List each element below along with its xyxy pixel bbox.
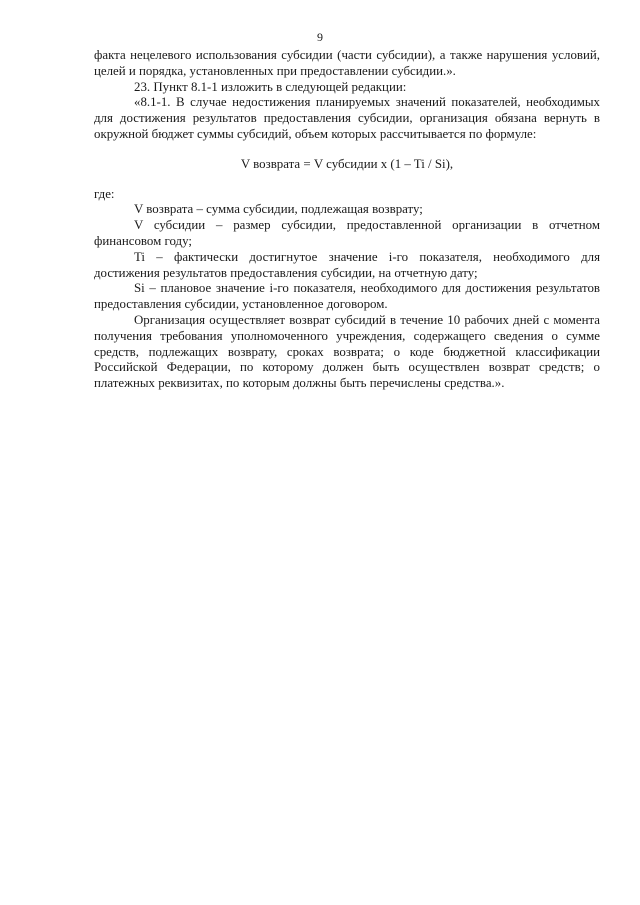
page-number: 9 xyxy=(317,30,323,44)
document-body xyxy=(94,48,600,392)
paragraph-where: где: xyxy=(94,186,115,201)
formula: V возврата = V субсидии x (1 – Ti / Si), xyxy=(240,156,454,171)
definition-v-subsidy: V субсидии – размер субсидии, предоставленной организации в отчетном финансовом году; xyxy=(94,218,600,248)
paragraph-continuation: фaкта нецелевого использования субсидии (части субсидии), а также нарушения условий, целей и порядка, установленных при предоставлении субсидии.». xyxy=(94,48,600,78)
paragraph-clause-8-1-1: «8.1-1. В случае недостижения планируемых значений показателей, необходимых для достижения результатов предоставления субсидии, организация обязана вернуть в окружной бюджет суммы субсидий, объем которых рассчитывается по формуле: xyxy=(94,95,600,141)
paragraph-return-procedure: Организация осуществляет возврат субсидий в течение 10 рабочих дней с момента получения требования уполномоченного учреждения, содержащего сведения о сумме средств, подлежащих возврату, сроках возврата; о коде бюджетной классификации Российской Федерации, по которому должен быть осуществлен возврат средств; о платежных реквизитах, по которым должны быть перечислены средства.». xyxy=(94,312,600,391)
definition-si: Si – плановое значение i-го показателя, необходимого для достижения результатов предоставления субсидии, установленное договором. xyxy=(94,281,600,312)
paragraph-item-23: 23. Пункт 8.1-1 изложить в следующей редакции: xyxy=(134,79,407,94)
definition-ti: Ti – фактически достигнутое значение i-го показателя, необходимого для достижения результатов предоставления субсидии, на отчетную дату; xyxy=(94,249,600,280)
definition-v-return: V возврата – сумма субсидии, подлежащая возврату; xyxy=(134,202,423,217)
